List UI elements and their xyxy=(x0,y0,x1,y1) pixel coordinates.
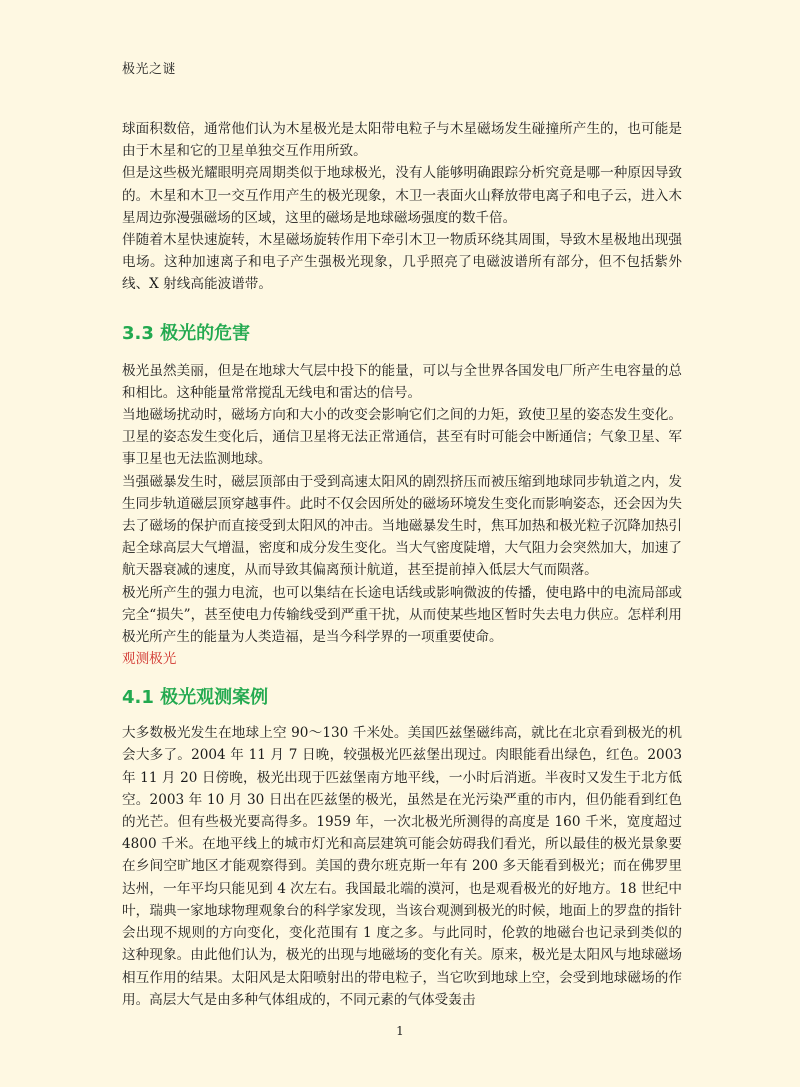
observe-aurora-link[interactable]: 观测极光 xyxy=(122,651,177,668)
paragraph: 球面积数倍，通常他们认为木星极光是太阳带电粒子与木星磁场发生碰撞所产生的，也可能是由于木星和它的卫星单独交互作用所致。 xyxy=(122,121,682,160)
paragraph: 当地磁场扰动时，磁场方向和大小的改变会影响它们之间的力矩，致使卫星的姿态发生变化。卫星的姿态发生变化后，通信卫星将无法正常通信，甚至有时可能会中断通信；气象卫星、军事卫星也无法监测地球。 xyxy=(122,407,682,468)
paragraph: 但是这些极光耀眼明亮周期类似于地球极光，没有人能够明确跟踪分析究竟是哪一种原因导致的。木星和木卫一交互作用产生的极光现象，木卫一表面火山释放带电离子和电子云，进入木星周边弥漫强磁场的区域，这里的磁场是地球磁场强度的数千倍。 xyxy=(122,165,682,226)
page-body xyxy=(122,118,682,1011)
paragraph: 极光虽然美丽，但是在地球大气层中投下的能量，可以与全世界各国发电厂所产生电容量的总和相比。这种能量常常搅乱无线电和雷达的信号。 xyxy=(122,362,682,401)
section-heading-3-3: 3.3 极光的危害 xyxy=(122,322,251,344)
paragraph: 大多数极光发生在地球上空 90～130 千米处。美国匹兹堡磁纬高，就比在北京看到极光的机会大多了。2004 年 11 月 7 日晚，较强极光匹兹堡出现过。肉眼能看出绿色，红色。2003 年 11 月 20 日傍晚，极光出现于匹兹堡南方地平线，一小时后消逝。半夜时又发生于北方低空。2003 年 10 月 30 日出在匹兹堡的极光，虽然是在光污染严重的市内，但仍能看到红色的光芒。但有些极光要高得多。1959 年，一次北极光所测得的高度是 160 千米，宽度超过 4800 千米。在地平线上的城市灯光和高层建筑可能会妨碍我们看光，所以最佳的极光景象要在乡间空旷地区才能观察得到。美国的费尔班克斯一年有 200 多天能看到极光；而在佛罗里达州，一年平均只能见到 4 次左右。我国最北端的漠河，也是观看极光的好地方。18 世纪中叶，瑞典一家地球物理观象台的科学家发现，当该台观测到极光的时候，地面上的罗盘的指针会出现不规则的方向变化，变化范围有 1 度之多。与此同时，伦敦的地磁台也记录到类似的这种现象。由此他们认为，极光的出现与地磁场的变化有关。原来，极光是太阳风与地球磁场相互作用的结果。太阳风是太阳喷射出的带电粒子，当它吹到地球上空，会受到地球磁场的作用。高层大气是由多种气体组成的，不同元素的气体受轰击 xyxy=(122,725,682,1008)
section-heading-4-1: 4.1 极光观测案例 xyxy=(122,687,269,709)
page-number: 1 xyxy=(396,1024,404,1038)
paragraph: 当强磁暴发生时，磁层顶部由于受到高速太阳风的剧烈挤压而被压缩到地球同步轨道之内，发生同步轨道磁层顶穿越事件。此时不仅会因所处的磁场环境发生变化而影响姿态，还会因为失去了磁场的保护而直接受到太阳风的冲击。当地磁暴发生时，焦耳加热和极光粒子沉降加热引起全球高层大气增温，密度和成分发生变化。当大气密度陡增，大气阻力会突然加大，加速了航天器衰减的速度，从而导致其偏离预计航道，甚至提前掉入低层大气而陨落。 xyxy=(122,473,682,579)
running-header: 极光之谜 xyxy=(122,62,177,77)
paragraph: 伴随着木星快速旋转，木星磁场旋转作用下牵引木卫一物质环绕其周围，导致木星极地出现强电场。这种加速离子和电子产生强极光现象，几乎照亮了电磁波谱所有部分，但不包括紫外线、X 射线高能波谱带。 xyxy=(122,232,682,293)
paragraph: 极光所产生的强力电流，也可以集结在长途电话线或影响微波的传播，使电路中的电流局部或完全“损失”，甚至使电力传输线受到严重干扰，从而使某些地区暂时失去电力供应。怎样利用极光所产生的能量为人类造福，是当今科学界的一项重要使命。 xyxy=(122,584,682,646)
